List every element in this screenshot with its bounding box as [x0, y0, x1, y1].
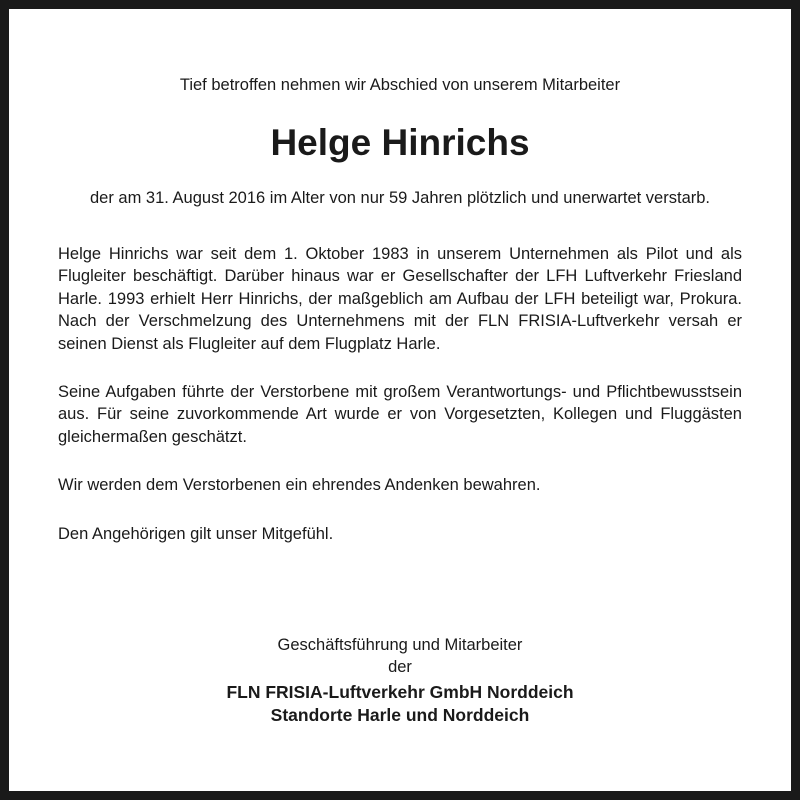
paragraph-condolence: Den Angehörigen gilt unser Mitgefühl. [58, 524, 334, 543]
deceased-name: Helge Hinrichs [270, 122, 530, 163]
signoff-der: der [388, 658, 412, 676]
paragraph-career: Helge Hinrichs war seit dem 1. Oktober 1983 in unserem Unternehmen als Pilot und als Flugleiter beschäftigt. Darüber hinaus war er Gesellschafter der LFH Luftverkehr Friesland Harle. 1993 erhielt Herr Hinrichs, der maßgeblich am Aufbau der LFH beteiligt war, Prokura. Nach der Verschmelzung des Unternehmens mit der FLN FRISIA-Luftverkehr versah er seinen Dienst als Flugleiter auf dem Flugplatz Harle. [58, 245, 742, 353]
signoff-locations: Standorte Harle und Norddeich [270, 705, 530, 725]
signoff-block [58, 634, 742, 727]
signoff-management: Geschäftsführung und Mitarbeiter [277, 636, 523, 654]
signoff-company: FLN FRISIA-Luftverkehr GmbH Norddeich [226, 682, 574, 702]
paragraph-remembrance: Wir werden dem Verstorbenen ein ehrendes Andenken bewahren. [58, 476, 541, 495]
notice-body [58, 74, 742, 545]
death-announcement: der am 31. August 2016 im Alter von nur 59 Jahren plötzlich und unerwartet verstarb. [89, 189, 710, 207]
paragraph-character: Seine Aufgaben führte der Verstorbene mit großem Verantwortungs- und Pflichtbewusstsein aus. Für seine zuvorkommende Art wurde er von Vorgesetzten, Kollegen und Fluggästen gleichermaßen geschätzt. [58, 383, 742, 446]
intro-line: Tief betroffen nehmen wir Abschied von unserem Mitarbeiter [179, 76, 621, 94]
